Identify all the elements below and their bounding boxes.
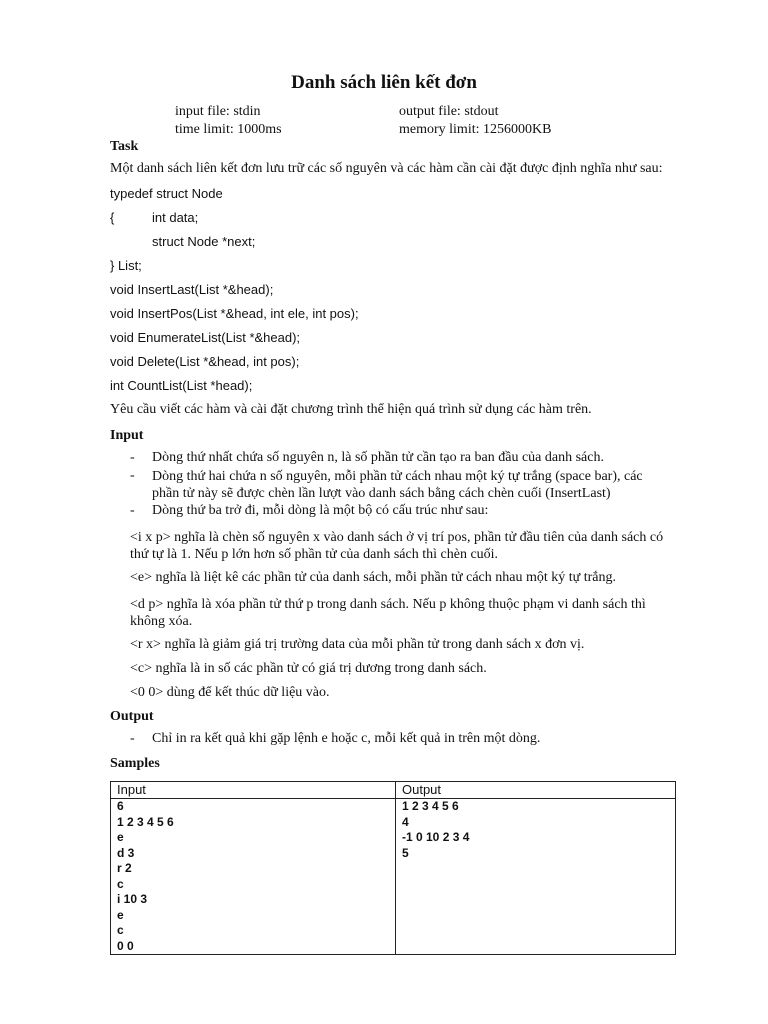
code-line: void InsertPos(List *&head, int ele, int pos); [110, 306, 359, 321]
input-file: input file: stdin [175, 104, 261, 119]
sample-output-line: 5 [402, 845, 409, 860]
input-bullet: Dòng thứ ba trở đi, mỗi dòng là một bộ có cấu trúc như sau: [152, 503, 489, 518]
sample-input-line: i 10 3 [117, 892, 148, 906]
task-intro: Một danh sách liên kết đơn lưu trữ các số nguyên và các hàm cần cài đặt được định nghĩa như sau: [110, 161, 663, 176]
page-title: Danh sách liên kết đơn [291, 72, 477, 93]
samples-heading: Samples [110, 756, 160, 771]
bullet-dash: - [130, 450, 135, 465]
sample-input-line: e [117, 907, 124, 922]
samples-output-header: Output [396, 782, 676, 799]
code-line: { [110, 210, 115, 225]
sample-input-line: r 2 [117, 861, 132, 875]
code-line: typedef struct Node [110, 186, 223, 201]
code-line: struct Node *next; [152, 234, 256, 249]
samples-table [110, 781, 676, 955]
command-count: <c> nghĩa là in số các phần tử có giá trị dương trong danh sách. [130, 661, 487, 676]
sample-output-line: 4 [402, 814, 409, 829]
memory-limit: memory limit: 1256000KB [399, 122, 552, 137]
task-outro: Yêu cầu viết các hàm và cài đặt chương trình thể hiện quá trình sử dụng các hàm trên. [110, 402, 592, 417]
sample-input-line: c [117, 923, 124, 937]
code-line: } List; [110, 258, 142, 273]
samples-output-cell [396, 799, 676, 955]
sample-input-line: 1 2 3 4 5 6 [117, 814, 174, 829]
time-limit: time limit: 1000ms [175, 122, 282, 137]
bullet-dash: - [130, 468, 135, 483]
command-reduce: <r x> nghĩa là giảm giá trị trường data của mỗi phần tử trong danh sách x đơn vị. [130, 637, 585, 652]
sample-output-line: -1 0 10 2 3 4 [402, 830, 470, 844]
output-bullet: Chỉ in ra kết quả khi gặp lệnh e hoặc c, mỗi kết quả in trên một dòng. [152, 731, 541, 746]
bullet-dash: - [130, 731, 135, 746]
code-line: void InsertLast(List *&head); [110, 282, 274, 297]
sample-output-line: 1 2 3 4 5 6 [402, 799, 459, 813]
samples-input-header: Input [111, 782, 396, 799]
code-line: int CountList(List *head); [110, 378, 253, 393]
input-bullet: Dòng thứ hai chứa n số nguyên, mỗi phần tử cách nhau một ký tự trắng (space bar), các phần tử này sẽ được chèn lần lượt vào danh sách bằng cách chèn cuối (InsertLast) [152, 469, 643, 501]
sample-input-line: c [117, 876, 124, 891]
command-end: <0 0> dùng để kết thúc dữ liệu vào. [130, 685, 330, 700]
task-heading: Task [110, 139, 139, 154]
input-heading: Input [110, 428, 144, 443]
output-file: output file: stdout [399, 104, 499, 119]
command-insert: <i x p> nghĩa là chèn số nguyên x vào danh sách ở vị trí pos, phần tử đầu tiên của danh sách có thứ tự là 1. Nếu p lớn hơn số phần tử của danh sách thì chèn cuối. [130, 530, 664, 562]
command-delete: <d p> nghĩa là xóa phần tử thứ p trong danh sách. Nếu p không thuộc phạm vi danh sách thì không xóa. [130, 597, 646, 629]
code-line: void Delete(List *&head, int pos); [110, 354, 300, 369]
input-bullet: Dòng thứ nhất chứa số nguyên n, là số phần tử cần tạo ra ban đầu của danh sách. [152, 450, 604, 465]
code-line: void EnumerateList(List *&head); [110, 330, 301, 345]
command-enumerate: <e> nghĩa là liệt kê các phần tử của danh sách, mỗi phần tử cách nhau một ký tự trắng. [130, 570, 617, 585]
code-line: int data; [152, 210, 199, 225]
sample-input-line: e [117, 830, 124, 844]
sample-input-line: 6 [117, 799, 124, 813]
output-heading: Output [110, 709, 154, 724]
bullet-dash: - [130, 503, 135, 518]
samples-input-cell [111, 799, 396, 955]
sample-input-line: 0 0 [117, 938, 134, 953]
sample-input-line: d 3 [117, 845, 135, 860]
